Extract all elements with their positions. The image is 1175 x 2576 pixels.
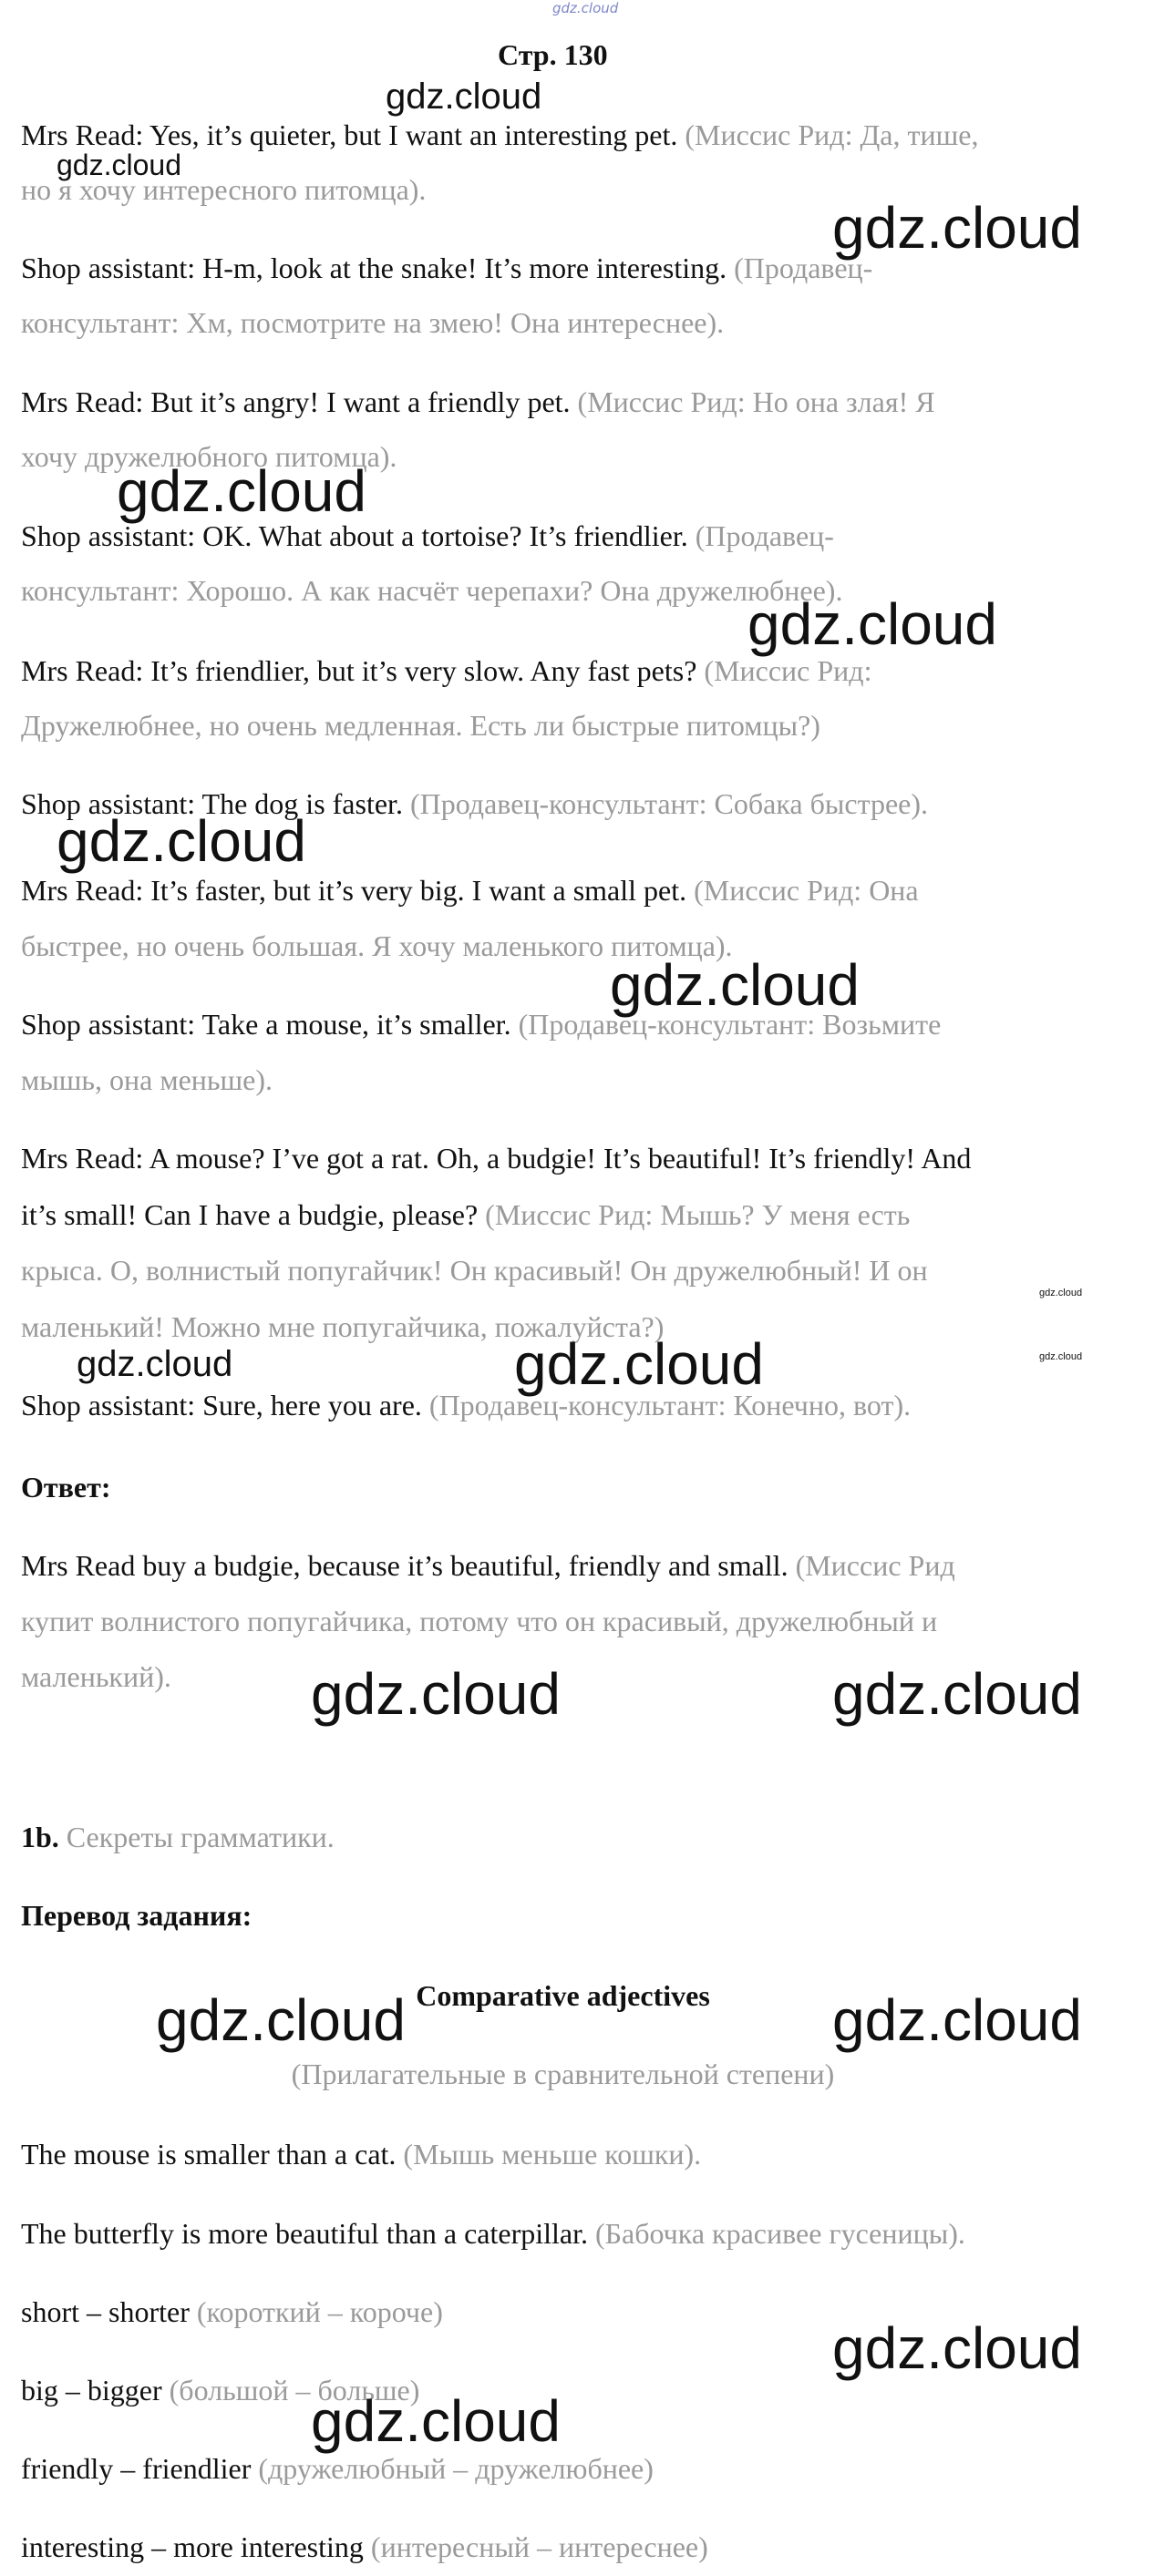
example-line: The mouse is smaller than a cat. (Мышь меньше кошки). (21, 2138, 702, 2171)
dialogue-line: Mrs Read: But it’s angry! I want a friendly pet. (Миссис Рид: Но она злая! Я (21, 385, 935, 418)
dialogue-line: it’s small! Can I have a budgie, please? (Миссис Рид: Мышь? У меня есть (21, 1198, 911, 1231)
subheading-translation: (Прилагательные в сравнительной степени) (291, 2058, 835, 2090)
top-stamp: gdz.cloud (552, 0, 619, 16)
watermark: gdz.cloud (156, 1987, 406, 2053)
watermark: gdz.cloud (514, 1331, 764, 1397)
dialogue-line: Mrs Read: It’s friendlier, but it’s very slow. Any fast pets? (Миссис Рид: (21, 654, 872, 687)
watermark: gdz.cloud (747, 591, 997, 657)
answer-line: Mrs Read buy a budgie, because it’s beautiful, friendly and small. (Миссис Рид (21, 1549, 955, 1582)
dialogue-line: Shop assistant: H-m, look at the snake! It’s more interesting. (Продавец- (21, 251, 873, 284)
answer-line: маленький). (21, 1660, 171, 1693)
dialogue-line: но я хочу интересного питомца). (21, 173, 427, 206)
watermark: gdz.cloud (311, 1661, 561, 1727)
answer-line: купит волнистого попугайчика, потому что он красивый, дружелюбный и (21, 1605, 938, 1637)
dialogue-line: консультант: Хм, посмотрите на змею! Она интереснее). (21, 306, 725, 339)
dialogue-line: крыса. О, волнистый попугайчик! Он красивый! Он дружелюбный! И он (21, 1254, 928, 1287)
watermark: gdz.cloud (832, 195, 1082, 261)
dialogue-line: консультант: Хорошо. А как насчёт черепахи? Она дружелюбнее). (21, 574, 843, 607)
section-title: 1b. Секреты грамматики. (21, 1821, 335, 1853)
dialogue-line: Mrs Read: It’s faster, but it’s very big. I want a small pet. (Миссис Рид: Она (21, 874, 919, 907)
example-line: short – shorter (короткий – короче) (21, 2295, 443, 2328)
example-line: big – bigger (большой – больше) (21, 2374, 420, 2407)
example-line: The butterfly is more beautiful than a caterpillar. (Бабочка красивее гусеницы). (21, 2217, 965, 2250)
example-line: friendly – friendlier (дружелюбный – дружелюбнее) (21, 2452, 654, 2485)
dialogue-line: хочу дружелюбного питомца). (21, 440, 397, 473)
dialogue-line: Shop assistant: Sure, here you are. (Продавец-консультант: Конечно, вот). (21, 1389, 912, 1421)
watermark: gdz.cloud (386, 77, 542, 117)
watermark: gdz.cloud (832, 1987, 1082, 2053)
watermark: gdz.cloud (832, 2315, 1082, 2381)
dialogue-line: Shop assistant: Take a mouse, it’s smaller. (Продавец-консультант: Возьмите (21, 1008, 942, 1041)
dialogue-line: Mrs Read: Yes, it’s quieter, but I want an interesting pet. (Миссис Рид: Да, тише, (21, 118, 979, 151)
subheading: Comparative adjectives (416, 1979, 710, 2012)
watermark: gdz.cloud (1039, 1288, 1083, 1298)
dialogue-line: Дружелюбнее, но очень медленная. Есть ли быстрые питомцы?) (21, 709, 820, 742)
watermark: gdz.cloud (610, 952, 860, 1018)
dialogue-line: мышь, она меньше). (21, 1063, 273, 1096)
watermark: gdz.cloud (1039, 1351, 1083, 1362)
watermark: gdz.cloud (311, 2388, 561, 2454)
watermark: gdz.cloud (832, 1661, 1082, 1727)
dialogue-line: Mrs Read: A mouse? I’ve got a rat. Oh, a budgie! It’s beautiful! It’s friendly! And (21, 1142, 972, 1175)
dialogue-line: маленький! Можно мне попугайчика, пожалуйста?) (21, 1310, 665, 1343)
watermark: gdz.cloud (77, 1344, 233, 1384)
dialogue-line: быстрее, но очень большая. Я хочу маленького питомца). (21, 929, 733, 962)
watermark: gdz.cloud (57, 149, 181, 181)
example-line: interesting – more interesting (интересный – интереснее) (21, 2530, 708, 2563)
dialogue-line: Shop assistant: OK. What about a tortoise? It’s friendlier. (Продавец- (21, 519, 834, 552)
dialogue-line: Shop assistant: The dog is faster. (Продавец-консультант: Собака быстрее). (21, 787, 929, 820)
answer-heading: Ответ: (21, 1471, 111, 1504)
task-heading: Перевод задания: (21, 1899, 253, 1932)
page-title: Стр. 130 (498, 38, 608, 71)
watermark: gdz.cloud (57, 808, 306, 874)
watermark: gdz.cloud (117, 458, 366, 524)
